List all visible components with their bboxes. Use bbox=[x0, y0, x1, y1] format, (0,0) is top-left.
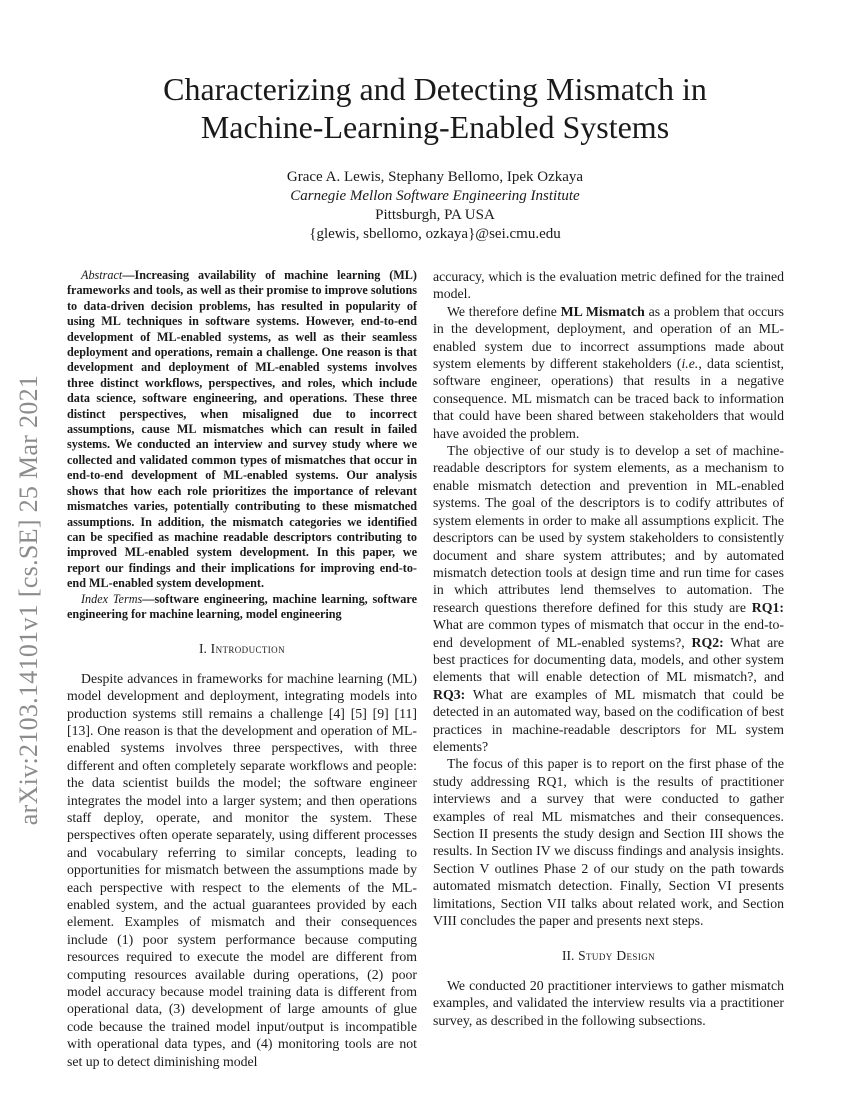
index-terms-label: Index Terms bbox=[81, 591, 143, 606]
index-terms-body: —software engineering, machine learning, software engineering for machine learning, model engineering bbox=[67, 591, 417, 621]
paper-title bbox=[90, 70, 780, 146]
ml-mismatch-term: ML Mismatch bbox=[560, 303, 645, 319]
location: Pittsburgh, PA USA bbox=[375, 207, 495, 223]
title-line-1: Characterizing and Detecting Mismatch in bbox=[163, 71, 707, 107]
study-design-paragraph: We conducted 20 practitioner interviews to gather mismatch examples, and validated the interview results via a practitioner survey, as described in the following subsections. bbox=[433, 977, 784, 1028]
right-column bbox=[433, 268, 784, 1029]
rq2-label: RQ2: bbox=[691, 634, 724, 650]
arxiv-stamp bbox=[8, 310, 50, 890]
intro-paragraph-continued: accuracy, which is the evaluation metric defined for the trained model. bbox=[433, 269, 784, 302]
arxiv-identifier: arXiv:2103.14101v1 [cs.SE] 25 Mar 2021 bbox=[14, 374, 43, 826]
author-names: Grace A. Lewis, Stephany Bellomo, Ipek Ozkaya bbox=[286, 169, 584, 185]
abstract bbox=[67, 268, 417, 592]
index-terms bbox=[67, 592, 417, 623]
intro-paragraph-1: Despite advances in frameworks for machine learning (ML) model development and deployment, integrating models into production systems still remains a challenge [4] [5] [9] [11] [13]. One reason is that the development and operation of ML-enabled systems involves three perspectives, with three different and often completely separate workflows and people: the data scientist builds the model; the software engineer integrates the model into a larger system; and then operations staff deploy, operate, and monitor the system. These perspectives often operate separately, using different processes and vocabulary referring to similar concepts, leading to opportunities for mismatch between the assumptions made by each perspective with respect to the elements of the ML-enabled system, and the actual guarantees provided by each element. Examples of mismatch and their consequences include (1) poor system performance because computing resources required to execute the model are different from computing resources available during operations, (2) poor model accuracy because model training data is different from operational data, (3) development of large amounts of glue code because the trained model input/output is incompatible with operational data types, and (4) monitoring tools are not set up to detect diminishing model bbox=[67, 670, 417, 1069]
left-column bbox=[67, 268, 417, 1070]
section-heading-study-design: II. Study Design bbox=[561, 948, 656, 964]
objective-paragraph: The objective of our study is to develop a set of machine-readable descriptors for system elements, as a mechanism to enable mismatch detection and prevention in ML-enabled systems. The goal of the descriptors is to codify attributes of system elements in order to make all assumptions explicit. The descriptors can be used by system stakeholders to consistently document and share system attributes; and by automated mismatch detection tools at design time and run time for cases in which attributes lend themselves to automation. The research questions therefore defined for this study are RQ1: What are common types of mismatch that occur in the end-to-end development of ML-enabled systems?, RQ2: What are best practices for documenting data, models, and other system elements that will enable detection of ML mismatch?, and RQ3: What are examples of ML mismatch that could be detected in an automated way, based on the codification of best practices in machine-readable descriptors for ML system elements? bbox=[433, 443, 784, 754]
title-line-2: Machine-Learning-Enabled Systems bbox=[200, 109, 670, 145]
affiliation: Carnegie Mellon Software Engineering Institute bbox=[290, 188, 580, 204]
abstract-label: Abstract bbox=[81, 268, 123, 282]
ml-mismatch-definition: We therefore define ML Mismatch as a problem that occurs in the development, deployment, and operation of an ML-enabled system due to incorrect assumptions made about system elements by different stakeholders (i.e., data scientist, software engineer, operations) that results in a negative consequence. ML mismatch can be traced back to information that could have been shared between stakeholders that would have avoided the problem. bbox=[433, 303, 784, 441]
focus-paragraph: The focus of this paper is to report on the first phase of the study addressing RQ1, which is the results of practitioner interviews and a survey that were conducted to gather examples of real ML mismatches and their consequences. Section II presents the study design and Section III shows the results. In Section IV we discuss findings and analysis insights. Section V outlines Phase 2 of our study on the path towards automated mismatch detection. Finally, Section VI presents limitations, Section VII talks about related work, and Section VIII concludes the paper and presents next steps. bbox=[433, 756, 784, 929]
author-block bbox=[90, 168, 780, 244]
rq1-label: RQ1: bbox=[751, 599, 784, 615]
section-heading-introduction: I. Introduction bbox=[199, 641, 285, 657]
author-emails: {glewis, sbellomo, ozkaya}@sei.cmu.edu bbox=[309, 226, 561, 242]
rq3-label: RQ3: bbox=[433, 686, 466, 702]
abstract-body: —Increasing availability of machine learning (ML) frameworks and tools, as well as their promise to improve solutions to data-driven decision problems, has resulted in popularity of using ML techniques in software systems. However, end-to-end development of ML-enabled systems, as well as their seamless deployment and operations, remain a challenge. One reason is that development and deployment of ML-enabled systems involves three distinct workflows, perspectives, and roles, which include data science, software engineering, and operations. These three distinct perspectives, when misaligned due to incorrect assumptions, cause ML mismatches which can result in failed systems. We conducted an interview and survey study where we collected and validated common types of mismatches that occur in end-to-end development of ML-enabled systems. Our analysis shows that how each role prioritizes the importance of relevant mismatches varies, potentially contributing to these mismatched assumptions. In addition, the mismatch categories we identified can be specified as machine readable descriptors contributing to improved ML-enabled system development. In this paper, we report our findings and their implications for improving end-to-end ML-enabled system development. bbox=[67, 268, 417, 591]
